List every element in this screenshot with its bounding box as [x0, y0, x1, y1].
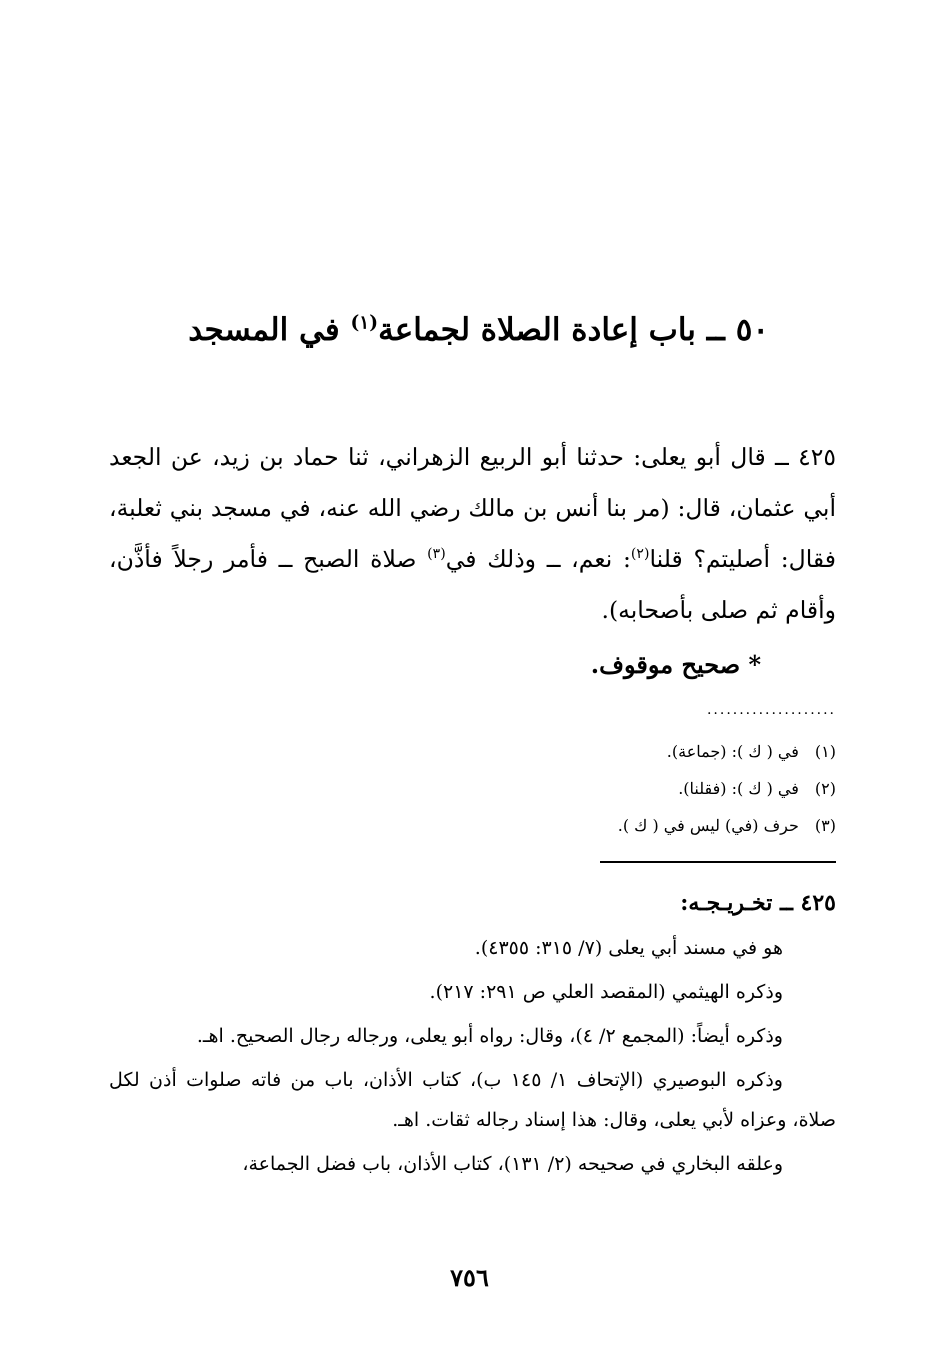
footnote-item [109, 807, 836, 844]
takhrij-heading: ٤٢٥ ــ تخـريـجـه: [680, 890, 836, 916]
hadith-paragraph [109, 432, 836, 636]
chapter-title-main: ٥٠ ــ باب إعادة الصلاة لجماعة [378, 312, 769, 348]
footnote-text: حرف (في) ليس في ( ك ). [617, 816, 799, 835]
takhrij-paragraph: وذكره أيضاً: (المجمع ٢/ ٤)، وقال: رواه أبو يعلى، ورجاله رجال الصحيح. اهـ. [196, 1025, 783, 1047]
page-number: ٧٥٦ [450, 1263, 489, 1292]
footnote-number: (٢) [814, 779, 836, 798]
footnote-ref-2: (٢) [630, 546, 650, 563]
chapter-title-end: في المسجد [188, 312, 351, 348]
footnote-item [109, 733, 836, 770]
footnote-ref-3: (٣) [427, 546, 446, 563]
takhrij-paragraph: وذكره الهيثمي (المقصد العلي ص ٢٩١: ٢١٧). [429, 981, 783, 1003]
footnote-number: (١) [814, 742, 836, 761]
hadith-part-3: صلاة الصبح ــ فأمر رجلاً فأذَّن، وأقام ثم صلى بأصحابه). [109, 545, 836, 624]
footnote-text: في ( ك ): (فقلنا). [678, 779, 799, 798]
footnote-item [109, 770, 836, 807]
takhrij-paragraph: هو في مسند أبي يعلى (٧/ ٣١٥: ٤٣٥٥). [474, 937, 783, 959]
chapter-title-footnote-ref: (١) [350, 312, 379, 334]
hadith-grade: * صحيح موقوف. [590, 650, 761, 679]
takhrij-body [109, 928, 836, 1188]
takhrij-paragraph: وعلقه البخاري في صحيحه (٢/ ١٣١)، كتاب الأذان، باب فضل الجماعة، [242, 1153, 783, 1175]
footnote-text: في ( ك ): (جماعة). [666, 742, 799, 761]
takhrij-paragraph: وذكره البوصيري (الإتحاف ١/ ١٤٥ ب)، كتاب الأذان، باب من فاته صلوات أذن لكل صلاة، وعزاه لأبي يعلى، وقال: هذا إسناد رجاله ثقات. اهـ. [109, 1069, 836, 1131]
hadith-part-2: : نعم، ــ وذلك في [445, 545, 631, 573]
footnote-number: (٣) [814, 816, 836, 835]
section-divider [600, 861, 836, 863]
hadith-part-1: ٤٢٥ ــ قال أبو يعلى: حدثنا أبو الربيع الزهراني، ثنا حماد بن زيد، عن الجعد أبي عثمان، قال: (مر بنا أنس بن مالك رضي الله عنه، في مسجد بني ثعلبة، فقال: أصليتم؟ قلنا [109, 443, 836, 573]
footnotes-list [109, 733, 836, 844]
chapter-title [159, 305, 769, 355]
footnote-dotted-separator: .................... [706, 702, 836, 718]
hadith-text [109, 432, 836, 636]
